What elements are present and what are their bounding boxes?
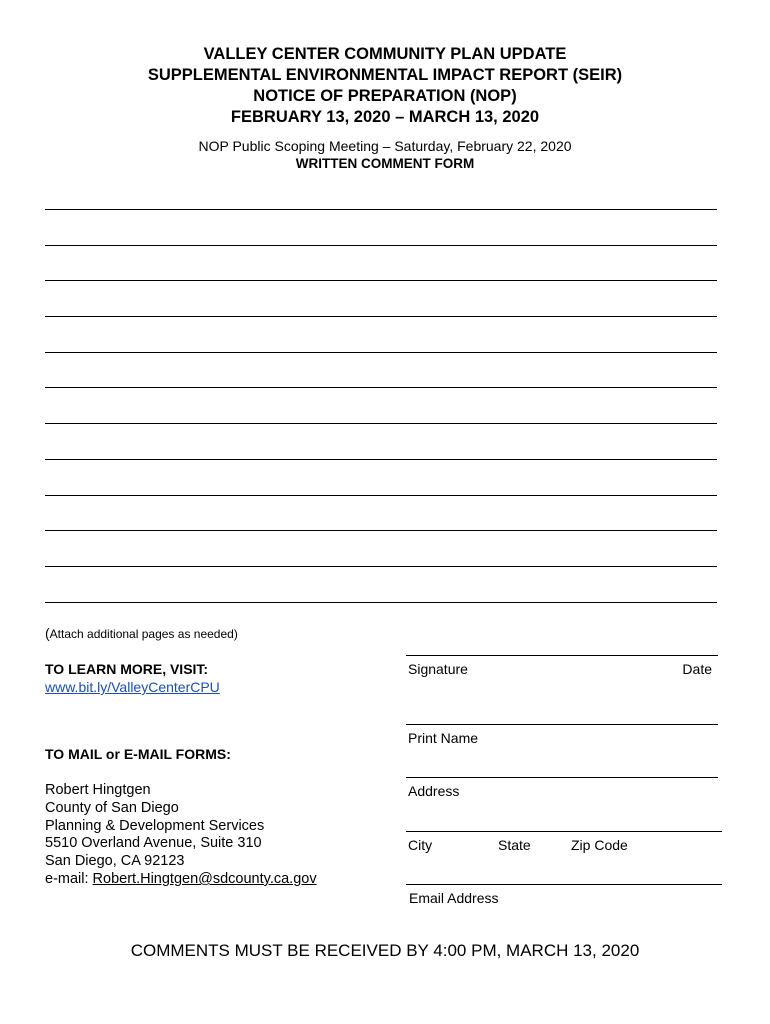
address-field[interactable] xyxy=(406,777,718,799)
contact-dept: Planning & Development Services xyxy=(45,817,265,834)
email-address-label: Email Address xyxy=(409,890,499,906)
attach-note xyxy=(45,625,238,641)
city-state-zip-field[interactable] xyxy=(406,831,722,853)
comment-line[interactable] xyxy=(45,209,717,245)
title-line-3: NOTICE OF PREPARATION (NOP) xyxy=(253,87,517,105)
comment-line[interactable] xyxy=(45,423,717,459)
learn-more-section xyxy=(45,660,220,696)
learn-more-heading: TO LEARN MORE, VISIT: xyxy=(45,661,209,677)
title-line-4: FEBRUARY 13, 2020 – MARCH 13, 2020 xyxy=(230,108,540,126)
city-label: City xyxy=(408,837,433,853)
contact-org: County of San Diego xyxy=(45,799,179,816)
contact-name: Robert Hingtgen xyxy=(45,782,151,798)
document-header xyxy=(0,44,770,172)
attach-note-text: Attach additional pages as needed) xyxy=(49,627,238,641)
date-label: Date xyxy=(682,661,712,677)
signature-label: Signature xyxy=(408,661,468,677)
signature-field[interactable] xyxy=(406,655,718,677)
contact-street: 5510 Overland Avenue, Suite 310 xyxy=(45,835,262,852)
comment-line[interactable] xyxy=(45,530,717,566)
mail-heading: TO MAIL or E-MAIL FORMS: xyxy=(45,746,231,762)
comment-line[interactable] xyxy=(45,245,717,281)
print-name-field[interactable] xyxy=(406,724,718,746)
state-label: State xyxy=(498,837,531,853)
comment-line[interactable] xyxy=(45,459,717,495)
title-line-2: SUPPLEMENTAL ENVIRONMENTAL IMPACT REPORT (SEIR) xyxy=(147,66,623,84)
print-name-label: Print Name xyxy=(408,730,479,746)
comment-line[interactable] xyxy=(45,280,717,316)
comment-line[interactable] xyxy=(45,566,717,602)
comment-lines[interactable] xyxy=(45,209,717,637)
form-label: WRITTEN COMMENT FORM xyxy=(295,156,475,171)
learn-more-link[interactable]: www.bit.ly/ValleyCenterCPU xyxy=(45,679,220,695)
comment-line[interactable] xyxy=(45,316,717,352)
address-label: Address xyxy=(408,783,460,799)
comment-line[interactable] xyxy=(45,387,717,423)
zip-label: Zip Code xyxy=(571,837,628,853)
comment-line[interactable] xyxy=(45,352,717,388)
email-prefix: e-mail: xyxy=(45,870,93,887)
contact-email-link[interactable]: Robert.Hingtgen@sdcounty.ca.gov xyxy=(92,870,317,887)
attach-note-paren: ( xyxy=(45,625,50,641)
mailing-address xyxy=(45,782,317,889)
meeting-subtitle: NOP Public Scoping Meeting – Saturday, February 22, 2020 xyxy=(198,138,572,154)
contact-email-line xyxy=(45,871,317,889)
contact-city: San Diego, CA 92123 xyxy=(45,853,185,870)
deadline-notice: COMMENTS MUST BE RECEIVED BY 4:00 PM, MARCH 13, 2020 xyxy=(130,941,640,960)
title-line-1: VALLEY CENTER COMMUNITY PLAN UPDATE xyxy=(203,45,567,63)
email-field[interactable] xyxy=(406,884,722,906)
comment-line[interactable] xyxy=(45,495,717,531)
